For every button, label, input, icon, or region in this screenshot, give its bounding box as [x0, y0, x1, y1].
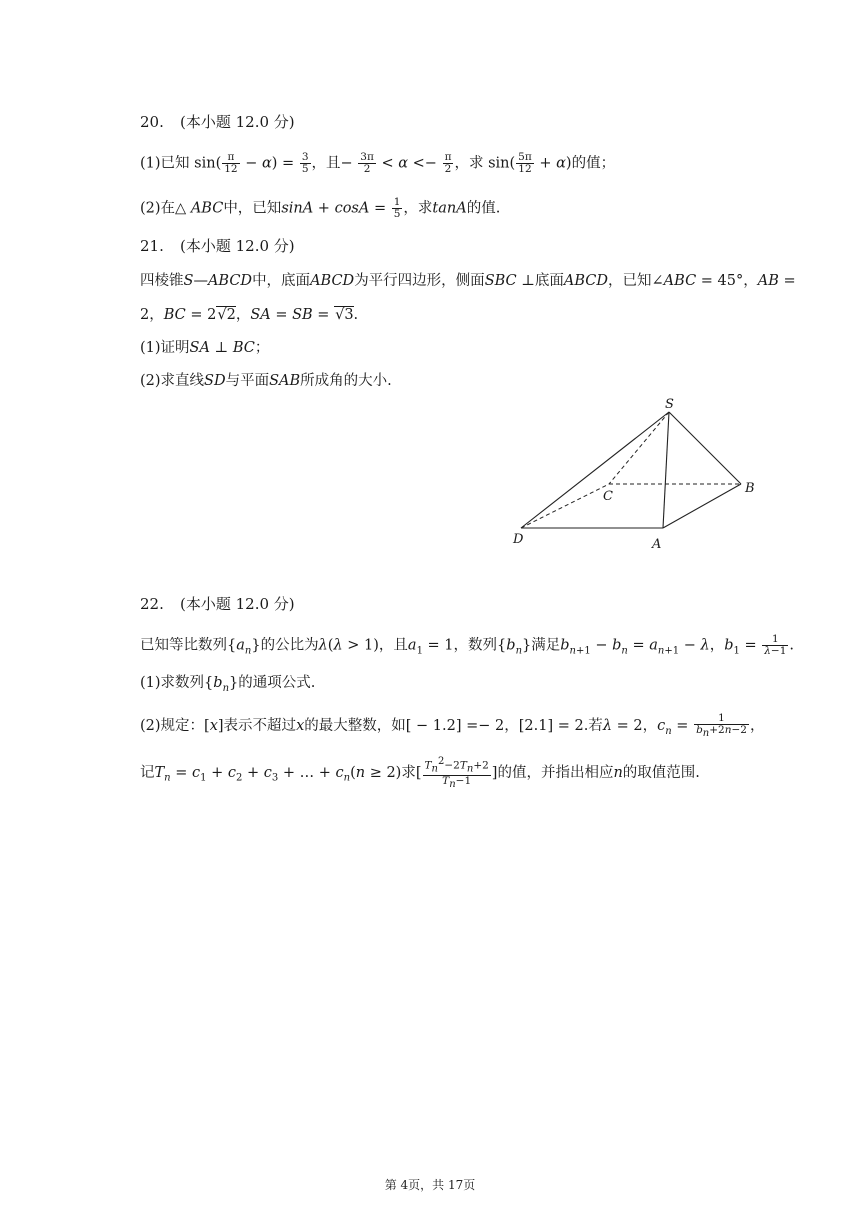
edge-SA [663, 412, 669, 528]
edge-SB [669, 412, 741, 484]
question-21-part-1: (1)证明SA ⊥ BC； [140, 340, 270, 356]
question-22-part-2-line-1: (2)规定：[x]表示不超过x的最大整数，如[ − 1.2] =− 2，[2.1] = 2.若λ = 2，$c_n$ = $\frac{1}{b_n+2n-2}$ ， [140, 712, 765, 740]
question-number: 22. [140, 595, 164, 613]
question-22-part-2-line-2: 记$T_n = c_1 + c_2 + c_3$ + … + $c_n(n \ge 2)$求[ $\frac{T_n^2-2T_n+2}{T_n-1}$ ]的值，并指出相应n的取值范围. [140, 756, 700, 790]
label-S: S [665, 397, 674, 412]
question-20-part-2: (2)在△ ABC中，已知sinA + cosA = $\frac{1}{5}$ ，求tanA的值. [140, 196, 501, 220]
question-22-header [140, 594, 295, 614]
question-21-stem-line-2: 2，BC = 2√2，SA = SB = √3. [140, 307, 359, 323]
question-21-header [140, 236, 295, 256]
label-A: A [652, 537, 662, 552]
question-20-header [140, 112, 295, 132]
label-C: C [603, 489, 613, 504]
question-21-part-2: (2)求直线SD与平面SAB所成角的大小. [140, 373, 392, 389]
edge-SD [521, 412, 669, 528]
question-22-part-1: (1)求数列$\{b_n\}$的通项公式. [140, 675, 316, 694]
pyramid-diagram [505, 396, 765, 556]
question-22-stem: 已知等比数列$\{a_n\}$的公比为λ(λ > 1)，且$a_1 = 1$，数列$\{b_n\}$满足$b_{n+1} - b_n = a_{n+1} - \lambda$，$b_1$ = $\frac{1}{\lambda-1}$ . [140, 633, 794, 657]
question-points: (本小题 12.0 分) [180, 595, 295, 613]
question-points: (本小题 12.0 分) [180, 237, 295, 255]
question-number: 21. [140, 237, 164, 255]
edge-SC-hidden [609, 412, 669, 484]
edge-DC-hidden [521, 484, 609, 528]
question-21-stem-line-1: 四棱锥S—ABCD中，底面ABCD为平行四边形，侧面SBC ⊥底面ABCD，已知∠ABC = 45°，AB = [140, 273, 796, 289]
question-number: 20. [140, 113, 164, 131]
question-points: (本小题 12.0 分) [180, 113, 295, 131]
question-20-part-1: (1)已知 sin( $\frac{\pi}{12}$ − α) = $\frac{3}{5}$ ，且− $\frac{3\pi}{2}$ < α <− $\frac{\pi}{2}$ ，求 sin( $\frac{5\pi}{12}$ + α)的值； [140, 151, 616, 175]
edge-AB [663, 484, 741, 528]
label-D: D [513, 532, 524, 547]
page-footer: 第 4页，共 17页 [384, 1178, 476, 1192]
pyramid-figure [505, 396, 765, 560]
label-B: B [745, 481, 755, 496]
